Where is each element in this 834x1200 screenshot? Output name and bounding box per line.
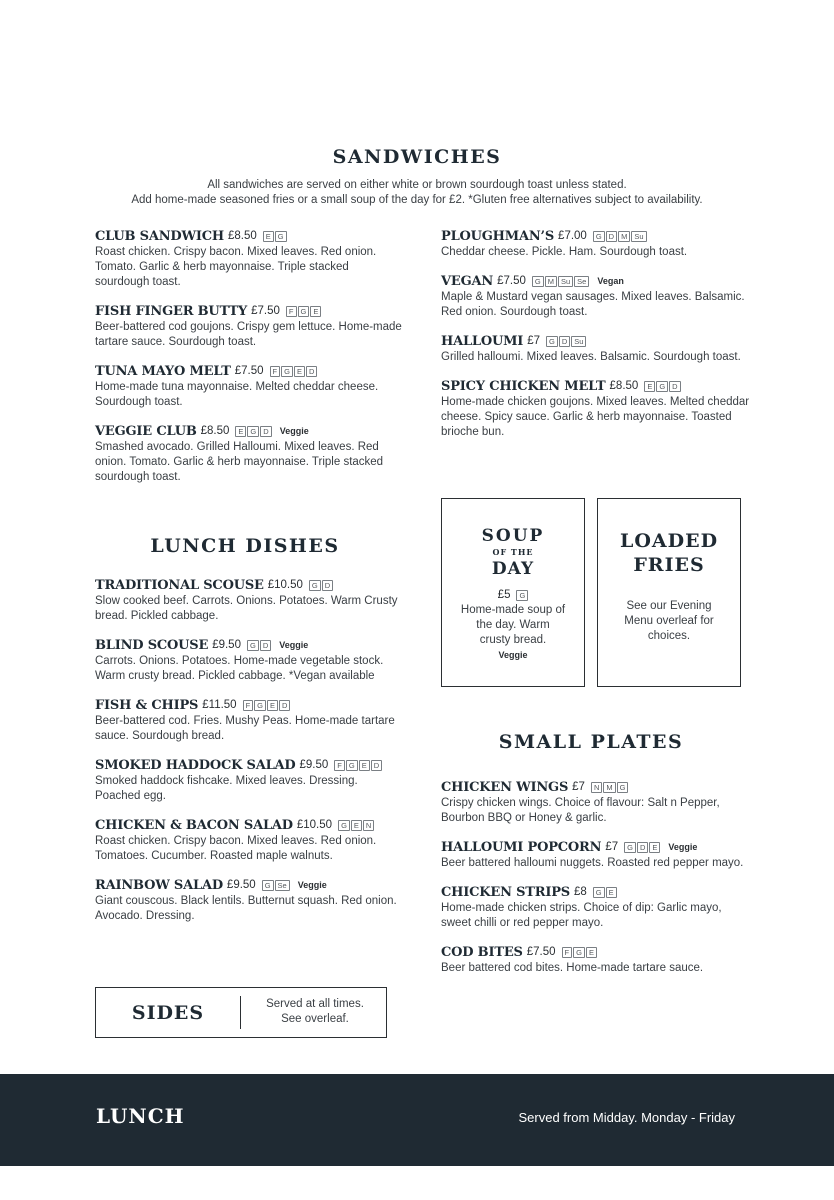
menu-item xyxy=(95,757,400,804)
sides-box xyxy=(95,987,387,1038)
allergen-tags xyxy=(591,782,629,793)
allergen-tags xyxy=(593,231,647,242)
allergen-tags xyxy=(270,366,318,377)
allergen-tags xyxy=(247,640,271,651)
soup-veggie-note: Veggie xyxy=(498,650,528,660)
menu-item-price: £8.50 xyxy=(609,380,639,392)
allergen-tag: G xyxy=(309,580,321,591)
menu-item-price: £7 xyxy=(605,841,619,853)
diet-note: Veggie xyxy=(279,640,309,650)
menu-item-head xyxy=(441,333,751,350)
sides-line-1: Served at all times. xyxy=(266,998,364,1010)
soup-allergen-tags xyxy=(516,590,528,601)
allergen-tag: E xyxy=(263,231,274,242)
allergen-tag: G xyxy=(298,306,310,317)
allergen-tag: M xyxy=(618,231,630,242)
menu-item-price: £9.50 xyxy=(212,639,241,651)
allergen-tag: F xyxy=(243,700,254,711)
menu-item-desc: Home-made tuna mayonnaise. Melted cheddar cheese. Sourdough toast. xyxy=(95,381,379,408)
menu-item-desc: Maple & Mustard vegan sausages. Mixed leaves. Balsamic. Red onion. Sourdough toast. xyxy=(441,291,745,318)
allergen-tag: F xyxy=(270,366,281,377)
menu-item-price: £7.50 xyxy=(234,365,264,377)
footer-title: LUNCH xyxy=(96,1104,185,1128)
menu-item xyxy=(441,884,751,931)
menu-item-price: £9.50 xyxy=(299,759,329,771)
allergen-tags xyxy=(562,947,597,958)
menu-item-desc: Giant couscous. Black lentils. Butternut squash. Red onion. Avocado. Dressing. xyxy=(95,895,397,922)
menu-item-name: FISH & CHIPS xyxy=(95,698,199,713)
menu-item-desc: Home-made chicken strips. Choice of dip: Garlic mayo, sweet chilli or red pepper mayo. xyxy=(441,902,722,929)
menu-item xyxy=(95,228,405,290)
allergen-tag: E xyxy=(359,760,370,771)
menu-item-head xyxy=(95,228,405,245)
menu-item-price: £8.50 xyxy=(227,230,257,242)
allergen-tags xyxy=(262,880,290,891)
lunch-dishes-list xyxy=(95,577,400,937)
menu-item-name: SMOKED HADDOCK SALAD xyxy=(95,758,296,773)
menu-item-price: £7.50 xyxy=(251,305,280,317)
intro-line-1: All sandwiches are served on either white or brown sourdough toast unless stated. xyxy=(207,179,627,191)
menu-item-name: PLOUGHMAN’S xyxy=(441,229,555,244)
menu-item-name: FISH FINGER BUTTY xyxy=(95,304,248,319)
menu-item xyxy=(441,839,751,871)
menu-item-head xyxy=(95,817,400,834)
menu-item-price: £9.50 xyxy=(226,879,256,891)
soup-price-row xyxy=(442,588,584,603)
soup-title-bottom: DAY xyxy=(491,559,535,579)
allergen-tag: G xyxy=(254,700,266,711)
menu-item xyxy=(95,303,405,350)
sides-divider xyxy=(240,996,241,1029)
menu-item-name: COD BITES xyxy=(441,945,523,960)
small-plates-title: SMALL PLATES xyxy=(498,731,684,753)
allergen-tag: G xyxy=(656,381,668,392)
sides-text xyxy=(246,997,384,1027)
menu-item-name: CHICKEN WINGS xyxy=(441,780,569,795)
menu-item-desc: Smoked haddock fishcake. Mixed leaves. Dressing. Poached egg. xyxy=(95,775,358,802)
allergen-tag: D xyxy=(306,366,317,377)
allergen-tags xyxy=(243,700,291,711)
allergen-tag: Se xyxy=(275,880,290,891)
allergen-tags xyxy=(644,381,680,392)
allergen-tags xyxy=(593,887,617,898)
menu-item-head xyxy=(95,637,400,654)
lunch-dishes-title: LUNCH DISHES xyxy=(150,535,340,557)
allergen-tag: G xyxy=(275,231,287,242)
allergen-tag: G xyxy=(573,947,585,958)
menu-item-desc: Beer-battered cod. Fries. Mushy Peas. Home-made tartare sauce. Sourdough bread. xyxy=(95,715,395,742)
allergen-tag: Su xyxy=(571,336,586,347)
allergen-tag: E xyxy=(644,381,655,392)
allergen-tag: M xyxy=(603,782,615,793)
allergen-tags xyxy=(263,231,287,242)
allergen-tag: E xyxy=(586,947,597,958)
allergen-tag: G xyxy=(262,880,274,891)
allergen-tag: G xyxy=(617,782,629,793)
menu-item-price: £7.50 xyxy=(497,275,526,287)
allergen-tag: D xyxy=(279,700,290,711)
allergen-tags xyxy=(338,820,374,831)
allergen-tag: D xyxy=(260,640,271,651)
menu-item-name: CHICKEN & BACON SALAD xyxy=(95,818,293,833)
allergen-tag: G xyxy=(516,590,528,601)
allergen-tag: Se xyxy=(574,276,589,287)
diet-note: Veggie xyxy=(297,880,327,890)
sandwiches-left-list xyxy=(95,228,405,498)
menu-item-head xyxy=(441,884,751,901)
menu-item-name: TRADITIONAL SCOUSE xyxy=(95,578,264,593)
fries-title-line-2: FRIES xyxy=(633,554,705,576)
menu-item-name: RAINBOW SALAD xyxy=(95,878,223,893)
allergen-tag: F xyxy=(334,760,345,771)
diet-note: Veggie xyxy=(279,426,309,436)
menu-item xyxy=(95,577,400,624)
allergen-tags xyxy=(624,842,660,853)
allergen-tag: G xyxy=(546,336,558,347)
allergen-tag: G xyxy=(346,760,358,771)
menu-item-head xyxy=(441,779,751,796)
allergen-tag: G xyxy=(247,640,259,651)
menu-item-price: £10.50 xyxy=(267,579,303,591)
allergen-tag: G xyxy=(593,231,605,242)
menu-item xyxy=(441,944,751,976)
menu-item xyxy=(441,779,751,826)
allergen-tag: N xyxy=(591,782,602,793)
allergen-tag: F xyxy=(562,947,573,958)
menu-item-price: £7 xyxy=(572,781,585,793)
sides-line-2: See overleaf. xyxy=(281,1013,349,1025)
menu-item-head xyxy=(95,363,405,380)
allergen-tag: N xyxy=(363,820,374,831)
allergen-tags xyxy=(235,426,271,437)
menu-item xyxy=(95,877,400,924)
menu-item-desc: Beer battered halloumi nuggets. Roasted red pepper mayo. xyxy=(441,857,744,869)
sandwiches-title: SANDWICHES xyxy=(332,146,502,168)
allergen-tag: E xyxy=(310,306,321,317)
menu-item-head xyxy=(95,757,400,774)
allergen-tag: E xyxy=(267,700,278,711)
menu-item-price: £8.50 xyxy=(200,425,230,437)
sides-title: SIDES xyxy=(131,1002,205,1024)
menu-item-head xyxy=(95,577,400,594)
menu-item-name: BLIND SCOUSE xyxy=(95,638,209,653)
menu-item-price: £7 xyxy=(527,335,540,347)
footer-subtitle: Served from Midday. Monday - Friday xyxy=(518,1110,735,1125)
allergen-tag: E xyxy=(649,842,660,853)
menu-item-desc: Home-made chicken goujons. Mixed leaves. Melted cheddar cheese. Spicy sauce. Garlic & herb mayonnaise. Toasted brioche bun. xyxy=(441,396,750,438)
menu-item-head xyxy=(441,378,751,395)
diet-note: Vegan xyxy=(597,276,624,286)
menu-item-head xyxy=(441,228,751,245)
sandwiches-right-list xyxy=(441,228,751,453)
menu-item-desc: Beer battered cod bites. Home-made tartare sauce. xyxy=(441,962,704,974)
menu-item xyxy=(95,363,405,410)
allergen-tag: Su xyxy=(631,231,646,242)
allergen-tag: D xyxy=(371,760,382,771)
sandwiches-intro xyxy=(0,178,834,208)
menu-item-desc: Slow cooked beef. Carrots. Onions. Potatoes. Warm Crusty bread. Pickled cabbage. xyxy=(95,595,398,622)
menu-item-price: £7.00 xyxy=(558,230,587,242)
allergen-tag: F xyxy=(286,306,297,317)
menu-item-desc: Crispy chicken wings. Choice of flavour: Salt n Pepper, Bourbon BBQ or Honey & garlic. xyxy=(441,797,720,824)
menu-item-desc: Roast chicken. Crispy bacon. Mixed leaves. Red onion. Tomato. Garlic & herb mayonnaise. Triple stacked sourdough toast. xyxy=(95,246,377,288)
menu-item xyxy=(441,333,751,365)
allergen-tag: D xyxy=(606,231,617,242)
allergen-tag: D xyxy=(559,336,570,347)
menu-item-head xyxy=(95,877,400,894)
menu-item-head xyxy=(441,839,751,856)
allergen-tags xyxy=(309,580,333,591)
menu-item-name: CLUB SANDWICH xyxy=(95,229,224,244)
allergen-tags xyxy=(546,336,586,347)
menu-item xyxy=(441,378,751,440)
small-plates-list xyxy=(441,779,751,989)
intro-line-2: Add home-made seasoned fries or a small soup of the day for £2. *Gluten free alternatives subject to availability. xyxy=(131,194,703,206)
menu-item-desc: Smashed avocado. Grilled Halloumi. Mixed leaves. Red onion. Tomato. Garlic & herb mayonnaise. Triple stacked sourdough toast. xyxy=(95,441,384,483)
allergen-tag: D xyxy=(669,381,680,392)
allergen-tag: M xyxy=(545,276,557,287)
menu-item-name: VEGAN xyxy=(441,274,494,289)
allergen-tags xyxy=(334,760,382,771)
menu-item-head xyxy=(95,303,405,320)
allergen-tags xyxy=(286,306,321,317)
menu-item-price: £7.50 xyxy=(526,946,556,958)
menu-item xyxy=(95,817,400,864)
allergen-tag: G xyxy=(281,366,293,377)
soup-desc: Home-made soup of the day. Warm crusty bread. xyxy=(460,604,566,646)
menu-item xyxy=(95,423,405,485)
menu-item-desc: Beer-battered cod goujons. Crispy gem lettuce. Home-made tartare sauce. Sourdough toast. xyxy=(95,321,402,348)
menu-item-name: HALLOUMI POPCORN xyxy=(441,840,602,855)
allergen-tag: D xyxy=(260,426,271,437)
menu-item-name: HALLOUMI xyxy=(441,334,524,349)
allergen-tag: E xyxy=(235,426,246,437)
fries-title-line-1: LOADED xyxy=(619,530,719,552)
fries-desc: See our Evening Menu overleaf for choices. xyxy=(624,600,714,642)
allergen-tag: G xyxy=(532,276,544,287)
allergen-tag: D xyxy=(322,580,333,591)
menu-item-price: £11.50 xyxy=(202,699,237,711)
menu-item-head xyxy=(441,944,751,961)
menu-item-desc: Cheddar cheese. Pickle. Ham. Sourdough toast. xyxy=(441,246,688,258)
footer-bar xyxy=(0,1074,834,1166)
allergen-tag: G xyxy=(624,842,636,853)
allergen-tag: E xyxy=(606,887,617,898)
menu-item xyxy=(95,697,400,744)
allergen-tag: G xyxy=(593,887,605,898)
menu-item-name: SPICY CHICKEN MELT xyxy=(441,379,606,394)
menu-item-price: £10.50 xyxy=(296,819,333,831)
allergen-tag: D xyxy=(637,842,648,853)
allergen-tags xyxy=(532,276,589,287)
menu-item-name: TUNA MAYO MELT xyxy=(95,364,231,379)
menu-item-desc: Carrots. Onions. Potatoes. Home-made vegetable stock. Warm crusty bread. Pickled cabbage. *Vegan available xyxy=(95,655,384,682)
allergen-tag: G xyxy=(247,426,259,437)
soup-title-mid: OF THE xyxy=(492,547,534,557)
menu-item-head xyxy=(441,273,751,290)
allergen-tag: G xyxy=(338,820,350,831)
allergen-tag: E xyxy=(294,366,305,377)
soup-title-top: SOUP xyxy=(481,526,545,546)
loaded-fries-box xyxy=(597,498,741,687)
soup-of-the-day-box xyxy=(441,498,585,687)
diet-note: Veggie xyxy=(668,842,698,852)
menu-item xyxy=(95,637,400,684)
menu-item-desc: Roast chicken. Crispy bacon. Mixed leaves. Red onion. Tomatoes. Cucumber. Roasted maple walnuts. xyxy=(95,835,377,862)
menu-item-name: CHICKEN STRIPS xyxy=(441,885,570,900)
menu-item-name: VEGGIE CLUB xyxy=(95,424,197,439)
menu-item-head xyxy=(95,697,400,714)
allergen-tag: E xyxy=(351,820,362,831)
menu-item-price: £8 xyxy=(573,886,587,898)
menu-item xyxy=(441,273,751,320)
soup-price: £5 xyxy=(497,589,511,601)
menu-item-head xyxy=(95,423,405,440)
allergen-tag: Su xyxy=(558,276,573,287)
menu-item xyxy=(441,228,751,260)
menu-item-desc: Grilled halloumi. Mixed leaves. Balsamic. Sourdough toast. xyxy=(441,351,741,363)
